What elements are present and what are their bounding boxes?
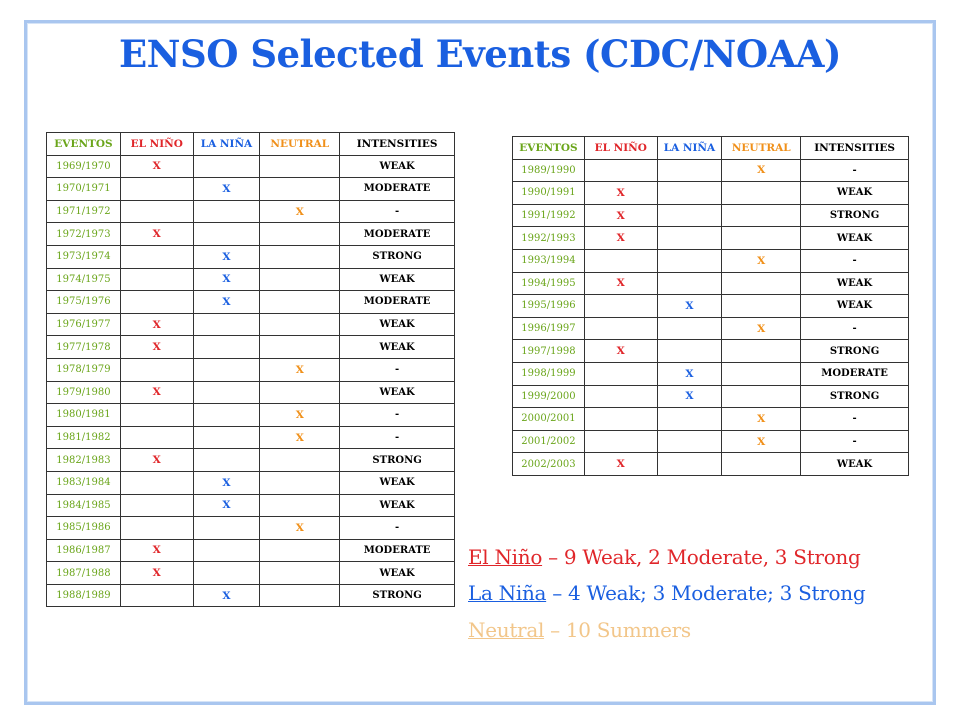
el-nino-cell: X [120, 539, 193, 562]
intensity-cell: - [801, 317, 909, 340]
table-row [47, 223, 455, 246]
event-period-cell: 1980/1981 [47, 404, 121, 427]
event-period-cell: 1981/1982 [47, 426, 121, 449]
event-period-cell: 1984/1985 [47, 494, 121, 517]
intensity-cell: WEAK [801, 453, 909, 476]
la-nina-cell [657, 272, 722, 295]
intensity-cell: WEAK [340, 155, 455, 178]
neutral-cell: X [722, 159, 801, 182]
la-nina-cell: X [193, 291, 260, 314]
page-title: ENSO Selected Events (CDC/NOAA) [118, 32, 842, 76]
el-nino-cell: X [120, 381, 193, 404]
intensity-cell: - [340, 426, 455, 449]
event-period-cell: 1986/1987 [47, 539, 121, 562]
table-row [47, 245, 455, 268]
intensity-cell: STRONG [801, 204, 909, 227]
summary-neutral-text: – 10 Summers [544, 618, 691, 642]
summary-neutral [468, 618, 691, 642]
intensity-cell: MODERATE [340, 539, 455, 562]
table-row [513, 385, 909, 408]
event-period-cell: 2000/2001 [513, 408, 585, 431]
el-nino-cell: X [584, 182, 657, 205]
el-nino-cell [584, 249, 657, 272]
el-nino-cell [584, 159, 657, 182]
neutral-cell [722, 204, 801, 227]
el-nino-cell [584, 317, 657, 340]
neutral-cell: X [722, 249, 801, 272]
el-nino-cell: X [120, 155, 193, 178]
event-period-cell: 2002/2003 [513, 453, 585, 476]
neutral-cell: X [722, 317, 801, 340]
el-nino-cell: X [120, 449, 193, 472]
el-nino-cell [120, 245, 193, 268]
header-eventos: EVENTOS [513, 137, 585, 160]
table-row [513, 249, 909, 272]
intensity-cell: - [801, 408, 909, 431]
neutral-cell [722, 340, 801, 363]
el-nino-cell: X [120, 336, 193, 359]
table-row [47, 178, 455, 201]
table-row [513, 317, 909, 340]
table-row [513, 408, 909, 431]
table-row [47, 291, 455, 314]
neutral-cell [260, 313, 340, 336]
header-intensities: INTENSITIES [340, 133, 455, 156]
la-nina-cell [193, 336, 260, 359]
neutral-cell [260, 245, 340, 268]
header-el-nino: EL NIÑO [584, 137, 657, 160]
neutral-cell [260, 155, 340, 178]
table-row [47, 404, 455, 427]
event-period-cell: 2001/2002 [513, 430, 585, 453]
neutral-cell [722, 362, 801, 385]
header-el-nino: EL NIÑO [120, 133, 193, 156]
la-nina-cell [657, 453, 722, 476]
table-header-row [47, 133, 455, 156]
neutral-cell [260, 223, 340, 246]
neutral-cell [260, 539, 340, 562]
la-nina-cell: X [193, 494, 260, 517]
el-nino-cell [120, 517, 193, 540]
summary-el-nino [468, 545, 861, 569]
intensity-cell: WEAK [340, 381, 455, 404]
la-nina-cell [193, 404, 260, 427]
summary-el-nino-term: El Niño [468, 545, 543, 569]
neutral-cell [722, 272, 801, 295]
la-nina-cell: X [193, 584, 260, 607]
neutral-cell [260, 562, 340, 585]
la-nina-cell: X [193, 471, 260, 494]
event-period-cell: 1970/1971 [47, 178, 121, 201]
neutral-cell [260, 449, 340, 472]
intensity-cell: WEAK [340, 562, 455, 585]
intensity-cell: WEAK [801, 182, 909, 205]
event-period-cell: 1977/1978 [47, 336, 121, 359]
intensity-cell: - [340, 358, 455, 381]
header-neutral: NEUTRAL [260, 133, 340, 156]
el-nino-cell [120, 291, 193, 314]
neutral-cell: X [260, 200, 340, 223]
table-row [513, 362, 909, 385]
intensity-cell: WEAK [340, 471, 455, 494]
neutral-cell [260, 291, 340, 314]
intensity-cell: WEAK [340, 336, 455, 359]
event-period-cell: 1985/1986 [47, 517, 121, 540]
intensity-cell: STRONG [340, 449, 455, 472]
intensity-cell: MODERATE [340, 291, 455, 314]
intensity-cell: STRONG [801, 385, 909, 408]
neutral-cell: X [260, 358, 340, 381]
event-period-cell: 1992/1993 [513, 227, 585, 250]
table-row [47, 268, 455, 291]
la-nina-cell [193, 223, 260, 246]
event-period-cell: 1998/1999 [513, 362, 585, 385]
neutral-cell: X [260, 517, 340, 540]
la-nina-cell: X [657, 385, 722, 408]
el-nino-cell [120, 426, 193, 449]
el-nino-cell [584, 430, 657, 453]
el-nino-cell: X [584, 204, 657, 227]
el-nino-cell [120, 268, 193, 291]
el-nino-cell: X [584, 340, 657, 363]
la-nina-cell [193, 358, 260, 381]
la-nina-cell: X [657, 362, 722, 385]
table-row [513, 182, 909, 205]
intensity-cell: STRONG [340, 245, 455, 268]
neutral-cell [722, 227, 801, 250]
intensity-cell: - [340, 200, 455, 223]
el-nino-cell: X [120, 313, 193, 336]
event-period-cell: 1976/1977 [47, 313, 121, 336]
el-nino-cell [584, 408, 657, 431]
la-nina-cell: X [193, 268, 260, 291]
la-nina-cell [657, 317, 722, 340]
table-row [47, 471, 455, 494]
table-row [47, 200, 455, 223]
la-nina-cell [657, 340, 722, 363]
el-nino-cell [584, 362, 657, 385]
table-row [513, 272, 909, 295]
table-row [47, 381, 455, 404]
neutral-cell [722, 295, 801, 318]
event-period-cell: 1989/1990 [513, 159, 585, 182]
neutral-cell [260, 471, 340, 494]
el-nino-cell: X [120, 223, 193, 246]
intensity-cell: - [801, 159, 909, 182]
la-nina-cell [193, 155, 260, 178]
la-nina-cell: X [193, 178, 260, 201]
summary-neutral-term: Neutral [468, 618, 545, 642]
el-nino-cell [120, 178, 193, 201]
la-nina-cell [193, 313, 260, 336]
el-nino-cell [120, 494, 193, 517]
event-period-cell: 1978/1979 [47, 358, 121, 381]
la-nina-cell [193, 426, 260, 449]
summary-la-nina [468, 581, 865, 605]
intensity-cell: WEAK [340, 268, 455, 291]
events-table-right [512, 136, 909, 476]
table-row [47, 539, 455, 562]
event-period-cell: 1999/2000 [513, 385, 585, 408]
intensity-cell: STRONG [340, 584, 455, 607]
neutral-cell [722, 453, 801, 476]
neutral-cell: X [260, 426, 340, 449]
table-row [513, 159, 909, 182]
neutral-cell: X [722, 408, 801, 431]
la-nina-cell [193, 562, 260, 585]
event-period-cell: 1996/1997 [513, 317, 585, 340]
table-row [47, 494, 455, 517]
neutral-cell [260, 178, 340, 201]
table-row [513, 430, 909, 453]
summary-la-nina-term: La Niña [468, 581, 547, 605]
el-nino-cell [120, 584, 193, 607]
neutral-cell: X [260, 404, 340, 427]
table-row [513, 453, 909, 476]
event-period-cell: 1990/1991 [513, 182, 585, 205]
header-intensities: INTENSITIES [801, 137, 909, 160]
table-row [513, 340, 909, 363]
table-row [47, 449, 455, 472]
intensity-cell: - [340, 404, 455, 427]
event-period-cell: 1974/1975 [47, 268, 121, 291]
el-nino-cell [120, 404, 193, 427]
la-nina-cell [657, 204, 722, 227]
table-row [513, 295, 909, 318]
la-nina-cell [657, 227, 722, 250]
el-nino-cell: X [584, 453, 657, 476]
el-nino-cell: X [584, 272, 657, 295]
summary-el-nino-text: – 9 Weak, 2 Moderate, 3 Strong [542, 545, 861, 569]
la-nina-cell [657, 182, 722, 205]
intensity-cell: - [801, 249, 909, 272]
neutral-cell [260, 336, 340, 359]
event-period-cell: 1987/1988 [47, 562, 121, 585]
la-nina-cell [193, 517, 260, 540]
table-row [47, 562, 455, 585]
event-period-cell: 1982/1983 [47, 449, 121, 472]
event-period-cell: 1997/1998 [513, 340, 585, 363]
la-nina-cell [657, 159, 722, 182]
header-la-nina: LA NIÑA [193, 133, 260, 156]
event-period-cell: 1971/1972 [47, 200, 121, 223]
la-nina-cell [193, 381, 260, 404]
intensity-cell: WEAK [801, 272, 909, 295]
intensity-cell: WEAK [801, 227, 909, 250]
header-neutral: NEUTRAL [722, 137, 801, 160]
intensity-cell: MODERATE [801, 362, 909, 385]
event-period-cell: 1969/1970 [47, 155, 121, 178]
la-nina-cell [193, 539, 260, 562]
neutral-cell [260, 268, 340, 291]
la-nina-cell [657, 249, 722, 272]
header-la-nina: LA NIÑA [657, 137, 722, 160]
el-nino-cell [584, 295, 657, 318]
table-row [47, 426, 455, 449]
event-period-cell: 1991/1992 [513, 204, 585, 227]
table-row [513, 204, 909, 227]
el-nino-cell [120, 471, 193, 494]
el-nino-cell [584, 385, 657, 408]
table-row [47, 517, 455, 540]
intensity-cell: WEAK [340, 313, 455, 336]
el-nino-cell [120, 200, 193, 223]
la-nina-cell [193, 200, 260, 223]
event-period-cell: 1994/1995 [513, 272, 585, 295]
event-period-cell: 1972/1973 [47, 223, 121, 246]
intensity-cell: WEAK [801, 295, 909, 318]
la-nina-cell: X [657, 295, 722, 318]
table-row [47, 155, 455, 178]
table-header-row [513, 137, 909, 160]
la-nina-cell: X [193, 245, 260, 268]
la-nina-cell [193, 449, 260, 472]
summary-la-nina-text: – 4 Weak; 3 Moderate; 3 Strong [546, 581, 866, 605]
la-nina-cell [657, 430, 722, 453]
intensity-cell: MODERATE [340, 223, 455, 246]
neutral-cell [260, 381, 340, 404]
neutral-cell [260, 494, 340, 517]
events-table-left [46, 132, 455, 607]
neutral-cell [722, 182, 801, 205]
la-nina-cell [657, 408, 722, 431]
intensity-cell: WEAK [340, 494, 455, 517]
event-period-cell: 1983/1984 [47, 471, 121, 494]
event-period-cell: 1995/1996 [513, 295, 585, 318]
neutral-cell [722, 385, 801, 408]
event-period-cell: 1988/1989 [47, 584, 121, 607]
intensity-cell: MODERATE [340, 178, 455, 201]
neutral-cell: X [722, 430, 801, 453]
intensity-cell: - [801, 430, 909, 453]
intensity-cell: STRONG [801, 340, 909, 363]
el-nino-cell: X [120, 562, 193, 585]
table-row [47, 584, 455, 607]
event-period-cell: 1979/1980 [47, 381, 121, 404]
table-row [47, 358, 455, 381]
table-row [513, 227, 909, 250]
event-period-cell: 1993/1994 [513, 249, 585, 272]
neutral-cell [260, 584, 340, 607]
table-row [47, 313, 455, 336]
intensity-cell: - [340, 517, 455, 540]
header-eventos: EVENTOS [47, 133, 121, 156]
el-nino-cell: X [584, 227, 657, 250]
event-period-cell: 1973/1974 [47, 245, 121, 268]
el-nino-cell [120, 358, 193, 381]
event-period-cell: 1975/1976 [47, 291, 121, 314]
table-row [47, 336, 455, 359]
